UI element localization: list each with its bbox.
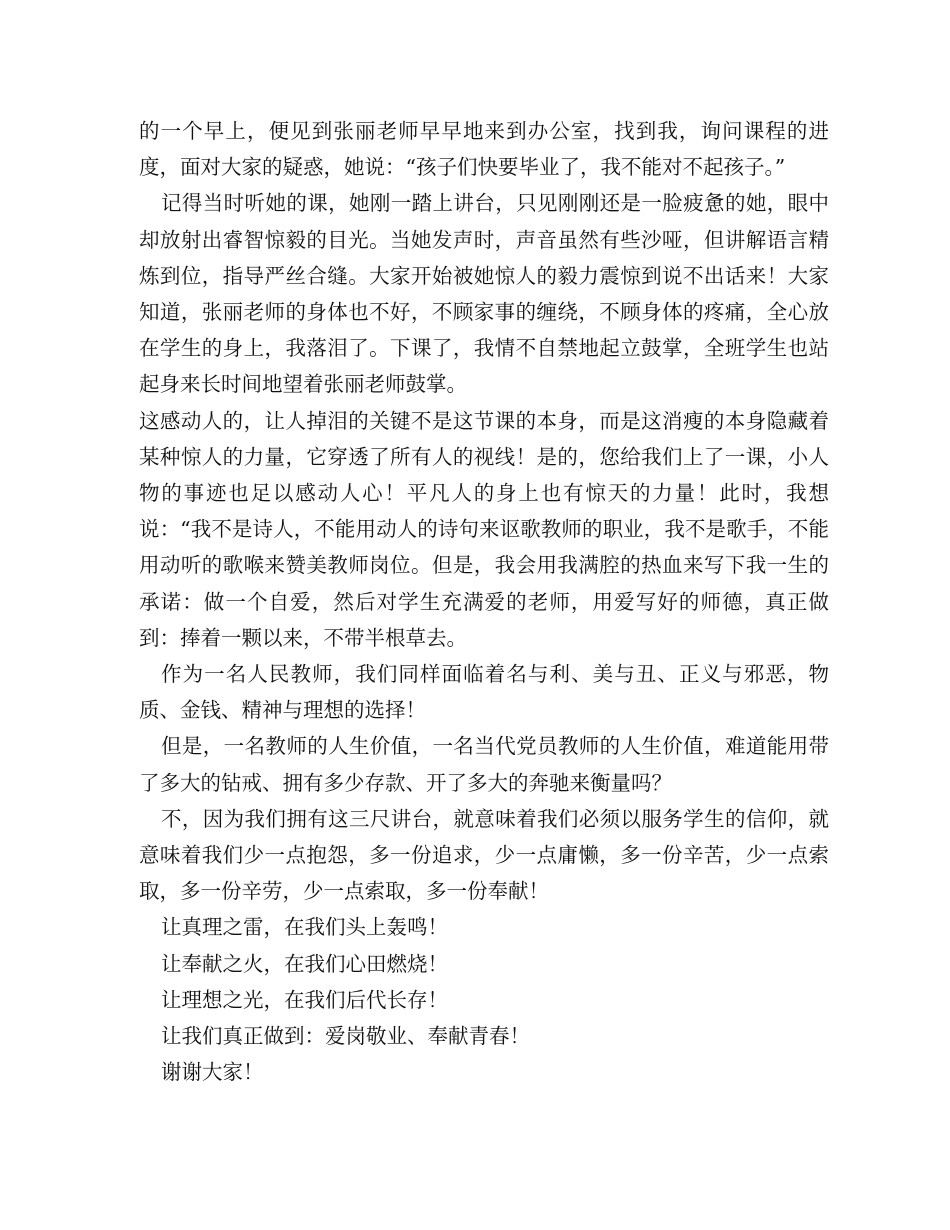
paragraph-10: 让我们真正做到：爱岗敬业、奉献青春！ xyxy=(161,1024,530,1049)
paragraph-7: 让真理之雷，在我们头上轰鸣！ xyxy=(161,915,448,940)
paragraph-2: 记得当时听她的课，她刚一踏上讲台，只见刚刚还是一脸疲惫的她，眼中却放射出睿智惊毅的目光。当她发声时，声音虽然有些沙哑，但讲解语言精炼到位，指导严丝合缝。大家开始被她惊人的毅力震惊到说不出话来！大家知道，张丽老师的身体也不好，不顾家事的缠绕，不顾身体的疼痛，全心放在学生的身上，我落泪了。下课了，我情不自禁地起立鼓掌，全班学生也站起身来长时间地望着张丽老师鼓掌。 xyxy=(139,191,829,397)
paragraph-6: 不，因为我们拥有这三尺讲台，就意味着我们必须以服务学生的信仰，就意味着我们少一点抱怨，多一份追求，少一点庸懒，多一份辛苦，少一点索取，多一份辛劳，少一点索取，多一份奉献！ xyxy=(139,806,829,904)
paragraph-11: 谢谢大家！ xyxy=(161,1060,264,1085)
paragraph-1: 的一个早上，便见到张丽老师早早地来到办公室，找到我，询问课程的进度，面对大家的疑惑，她说：“孩子们快要毕业了，我不能对不起孩子。” xyxy=(139,119,829,180)
paragraph-9: 让理想之光，在我们后代长存！ xyxy=(161,987,448,1012)
paragraph-4: 作为一名人民教师，我们同样面临着名与利、美与丑、正义与邪恶，物质、金钱、精神与理想的选择！ xyxy=(139,662,829,723)
document-body xyxy=(139,113,829,1090)
paragraph-5: 但是，一名教师的人生价值，一名当代党员教师的人生价值，难道能用带了多大的钻戒、拥有多少存款、开了多大的奔驰来衡量吗？ xyxy=(139,734,829,795)
paragraph-3: 这感动人的，让人掉泪的关键不是这节课的本身，而是这消瘦的本身隐藏着某种惊人的力量，它穿透了所有人的视线！是的，您给我们上了一课，小人物的事迹也足以感动人心！平凡人的身上也有惊天的力量！此时，我想说：“我不是诗人，不能用动人的诗句来讴歌教师的职业，我不是歌手，不能用动听的歌喉来赞美教师岗位。但是，我会用我满腔的热血来写下我一生的承诺：做一个自爱，然后对学生充满爱的老师，用爱写好的师德，真正做到：捧着一颗以来，不带半根草去。 xyxy=(139,408,829,650)
paragraph-8: 让奉献之火，在我们心田燃烧！ xyxy=(161,951,448,976)
